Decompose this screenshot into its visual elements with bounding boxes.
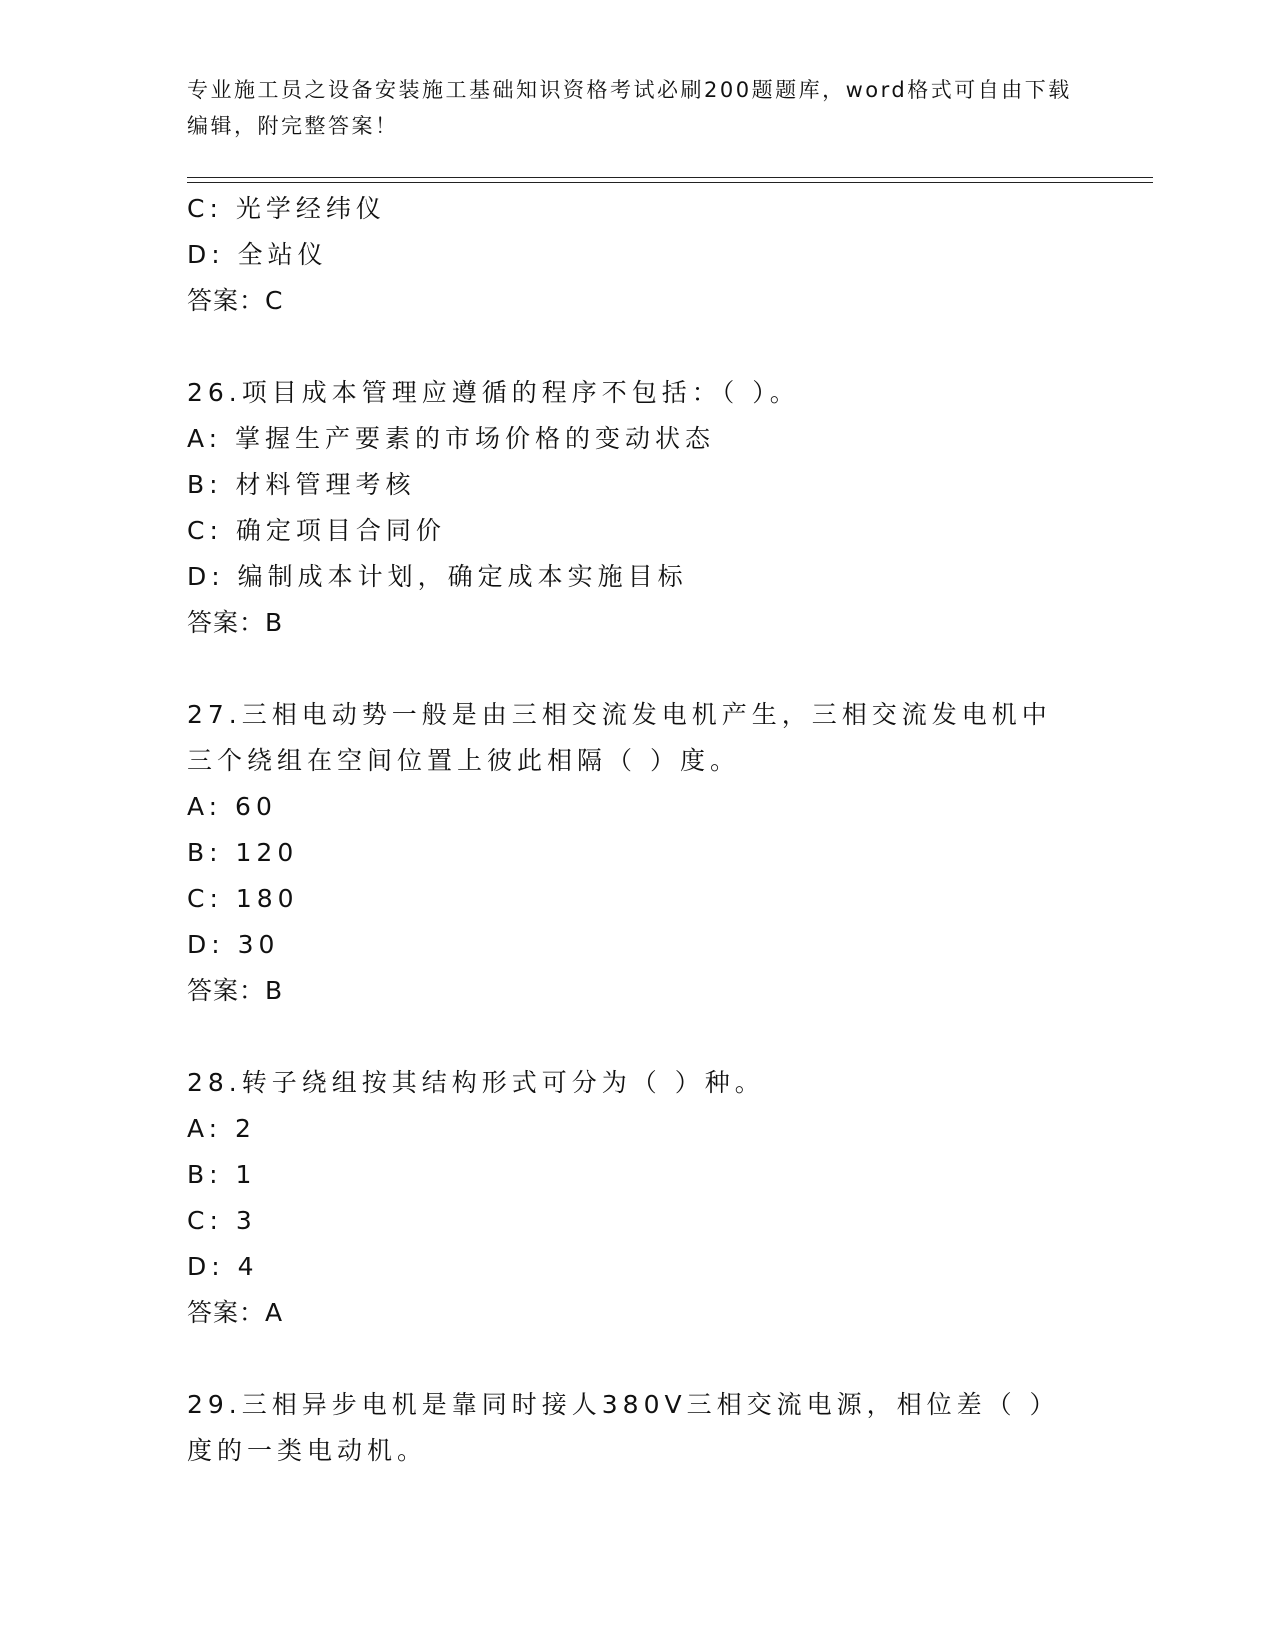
question-continuation xyxy=(187,186,1087,324)
option-text: 掌握生产要素的市场价格的变动状态 xyxy=(235,424,716,453)
question-28 xyxy=(187,1060,1087,1336)
option-text: 120 xyxy=(235,838,299,867)
option-label: B: xyxy=(187,1160,223,1189)
option-d xyxy=(187,1244,1087,1290)
option-b xyxy=(187,462,1087,508)
option-a xyxy=(187,784,1087,830)
option-label: D: xyxy=(187,240,225,269)
header-rule-bottom xyxy=(187,182,1153,183)
option-text: 编制成本计划，确定成本实施目标 xyxy=(237,562,688,591)
option-text: 2 xyxy=(235,1114,256,1143)
document-header: 专业施工员之设备安装施工基础知识资格考试必刷200题题库，word格式可自由下载编辑，附完整答案！ xyxy=(187,78,1072,138)
question-29 xyxy=(187,1382,1087,1474)
question-27 xyxy=(187,692,1087,1014)
option-text: 全站仪 xyxy=(237,240,328,269)
option-label: D: xyxy=(187,562,225,591)
question-26 xyxy=(187,370,1087,646)
option-label: A: xyxy=(187,792,223,821)
option-label: D: xyxy=(187,930,225,959)
option-d xyxy=(187,232,1087,278)
answer: 答案：B xyxy=(187,608,284,637)
option-text: 4 xyxy=(237,1252,259,1281)
question-stem: 29.三相异步电机是靠同时接人380V三相交流电源，相位差（ ）度的一类电动机。 xyxy=(187,1390,1060,1465)
option-label: D: xyxy=(187,1252,225,1281)
option-text: 光学经纬仪 xyxy=(235,194,386,223)
option-label: B: xyxy=(187,838,223,867)
option-text: 材料管理考核 xyxy=(235,470,416,499)
question-list xyxy=(187,186,1087,1474)
answer: 答案：B xyxy=(187,976,284,1005)
option-c xyxy=(187,876,1087,922)
option-label: A: xyxy=(187,424,223,453)
option-text: 30 xyxy=(237,930,280,959)
option-label: C: xyxy=(187,194,223,223)
answer: 答案：A xyxy=(187,1298,284,1327)
question-stem: 26.项目成本管理应遵循的程序不包括：（ ）。 xyxy=(187,378,800,407)
option-label: C: xyxy=(187,884,223,913)
option-label: C: xyxy=(187,516,223,545)
question-stem: 27.三相电动势一般是由三相交流发电机产生，三相交流发电机中三个绕组在空间位置上彼此相隔（ ）度。 xyxy=(187,700,1052,775)
option-text: 1 xyxy=(235,1160,257,1189)
option-label: C: xyxy=(187,1206,223,1235)
option-text: 60 xyxy=(235,792,277,821)
question-stem: 28.转子绕组按其结构形式可分为（ ）种。 xyxy=(187,1068,765,1097)
option-c xyxy=(187,1198,1087,1244)
option-a xyxy=(187,416,1087,462)
option-d xyxy=(187,922,1087,968)
option-text: 180 xyxy=(235,884,299,913)
option-b xyxy=(187,830,1087,876)
option-b xyxy=(187,1152,1087,1198)
option-c xyxy=(187,508,1087,554)
header-rule-top xyxy=(187,177,1153,178)
option-label: A: xyxy=(187,1114,223,1143)
option-text: 确定项目合同价 xyxy=(235,516,446,545)
option-a xyxy=(187,1106,1087,1152)
option-label: B: xyxy=(187,470,223,499)
option-text: 3 xyxy=(235,1206,257,1235)
option-c xyxy=(187,186,1087,232)
answer: 答案：C xyxy=(187,286,284,315)
option-d xyxy=(187,554,1087,600)
